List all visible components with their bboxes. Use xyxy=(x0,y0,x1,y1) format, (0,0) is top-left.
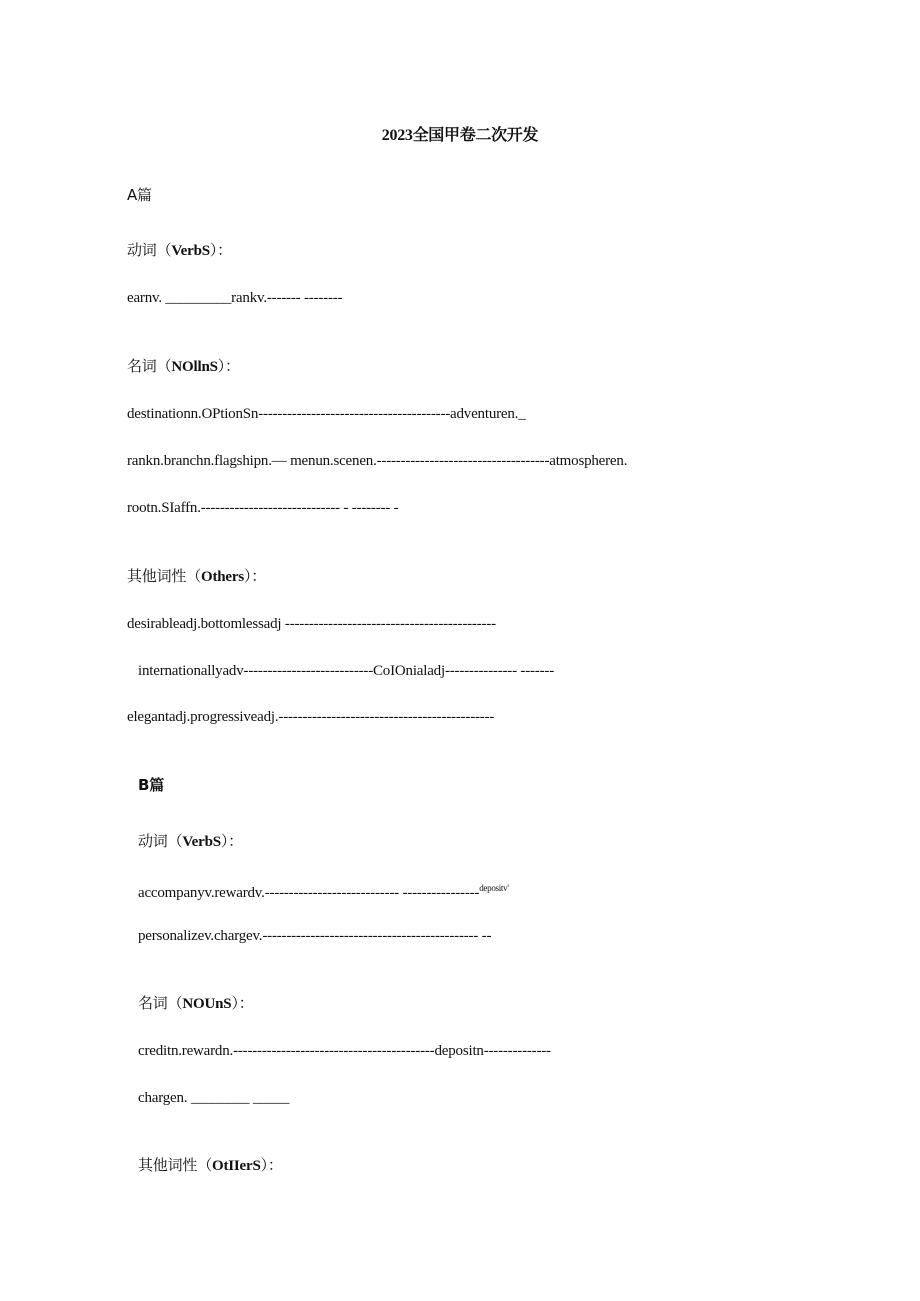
section-a-label-text: A篇 xyxy=(127,186,152,204)
section-a-nouns-line-2: rankn.branchn.flagshipn.— menun.scenen.------------------------------------atmospheren. xyxy=(127,453,628,469)
heading-cn: 动词（ xyxy=(127,241,172,259)
heading-end: ）： xyxy=(217,357,240,375)
heading-cn: 名词（ xyxy=(138,994,183,1012)
section-a-others-line-1: desirableadj.bottomlessadj -------------------------------------------- xyxy=(127,616,496,632)
section-a-others-line-2: internationallyadv---------------------------CoIOnialadj--------------- ------- xyxy=(138,663,554,679)
heading-en: NOUnS xyxy=(182,996,232,1012)
section-a-verbs-heading xyxy=(127,241,232,260)
heading-end: ）： xyxy=(231,994,254,1012)
section-b-label xyxy=(138,776,164,795)
section-b-others-heading xyxy=(138,1156,283,1175)
verbs-line-1-superscript: depositv' xyxy=(479,883,509,893)
section-a-nouns-line-3: rootn.SIaffn.----------------------------- - -------- - xyxy=(127,500,399,516)
heading-cn: 其他词性（ xyxy=(138,1156,213,1174)
heading-end: ）： xyxy=(243,567,267,585)
section-a-others-line-3: elegantadj.progressiveadj.--------------------------------------------- xyxy=(127,709,495,725)
section-a-nouns-heading xyxy=(127,357,240,376)
heading-en: Others xyxy=(201,569,244,585)
section-a-others-heading xyxy=(127,567,266,586)
heading-end: ）： xyxy=(209,241,232,259)
heading-en: VerbS xyxy=(171,243,210,259)
section-b-nouns-heading xyxy=(138,994,254,1013)
section-b-nouns-line-2: chargen. ________ _____ xyxy=(138,1090,290,1106)
heading-en: VerbS xyxy=(182,834,221,850)
section-a-verbs-line-1: earnv. _________rankv.------- -------- xyxy=(127,290,343,306)
heading-cn: 名词（ xyxy=(127,357,172,375)
section-b-label-text: B篇 xyxy=(138,776,165,794)
section-b-verbs-line-1 xyxy=(138,879,509,902)
section-a-label xyxy=(127,186,152,205)
verbs-line-1-text: accompanyv.rewardv.---------------------------- ---------------- xyxy=(138,885,480,901)
section-b-verbs-heading xyxy=(138,832,243,851)
page-title: 2023全国甲卷二次开发 xyxy=(381,127,539,144)
section-b-nouns-line-1: creditn.rewardn.------------------------------------------depositn-------------- xyxy=(138,1043,551,1059)
heading-cn: 其他词性（ xyxy=(127,567,202,585)
heading-end: ）： xyxy=(220,832,243,850)
heading-cn: 动词（ xyxy=(138,832,183,850)
heading-end: ）： xyxy=(260,1156,283,1174)
heading-en: NOllnS xyxy=(171,359,218,375)
heading-en: OtIIerS xyxy=(212,1158,261,1174)
section-b-verbs-line-2: personalizev.chargev.--------------------------------------------- -- xyxy=(138,928,492,944)
section-a-nouns-line-1: destinationn.OPtionSn----------------------------------------adventuren._ xyxy=(127,406,526,422)
